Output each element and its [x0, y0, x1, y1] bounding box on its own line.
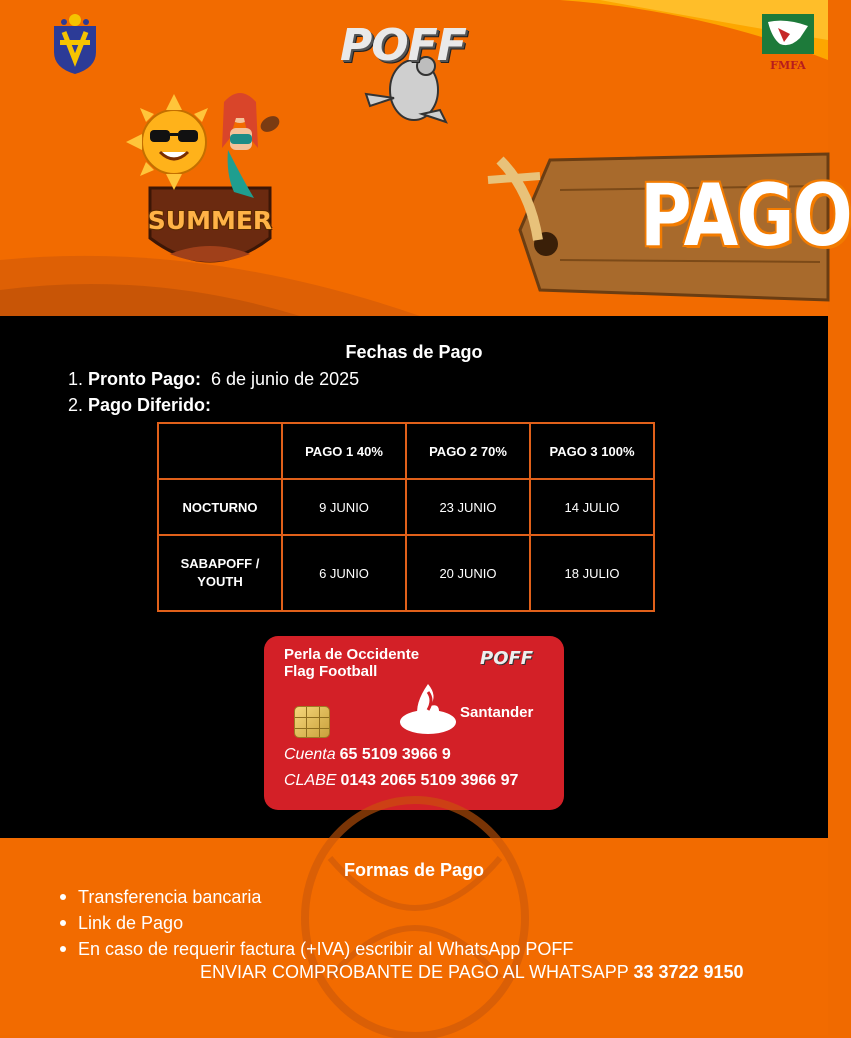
- list-item: Link de Pago: [58, 910, 573, 936]
- row-label-text: SABAPOFF / YOUTH: [180, 556, 260, 589]
- header-banner: [0, 0, 851, 316]
- crest-icon: [50, 12, 100, 76]
- table-header-cell: PAGO 2 70%: [406, 423, 530, 479]
- whatsapp-phone-number: 33 3722 9150: [633, 962, 744, 982]
- bank-name: Santander: [460, 704, 534, 721]
- payment-schedule-table: [157, 422, 655, 612]
- payment-methods-section: [0, 838, 828, 1035]
- team-crest-logo: [50, 12, 100, 76]
- table-header-cell: PAGO 1 40%: [282, 423, 406, 479]
- summer-badge-label: SUMMER: [147, 206, 273, 235]
- poff-logo: [336, 18, 486, 128]
- send-receipt-note: [200, 962, 744, 983]
- fmfa-logo: [760, 12, 816, 72]
- table-cell: 6 JUNIO: [282, 535, 406, 611]
- table-cell: 9 JUNIO: [282, 479, 406, 535]
- poff-logo-text: POFF: [340, 20, 466, 71]
- list-item: En caso de requerir factura (+IVA) escribir al WhatsApp POFF: [58, 936, 573, 962]
- table-row: [158, 479, 654, 535]
- account-number: 65 5109 3966 9: [339, 746, 451, 763]
- payment-dates-section: [0, 316, 828, 838]
- table-cell: 14 JULIO: [530, 479, 654, 535]
- summer-mascot-icon: [130, 88, 290, 278]
- table-row: [158, 535, 654, 611]
- federation-emblem-icon: [760, 12, 816, 58]
- pago-wood-sign: [480, 150, 851, 310]
- fmfa-label: FMFA: [770, 59, 806, 72]
- payment-methods-list: [58, 884, 573, 962]
- pago-title: PAGO: [640, 166, 851, 266]
- list-item: Transferencia bancaria: [58, 884, 573, 910]
- table-header-cell: [158, 423, 282, 479]
- payment-dates-title: Fechas de Pago: [345, 342, 483, 362]
- card-poff-logo: POFF: [480, 648, 534, 669]
- table-cell: 18 JULIO: [530, 535, 654, 611]
- send-receipt-text: ENVIAR COMPROBANTE DE PAGO AL WHATSAPP: [200, 962, 629, 982]
- list-number: 1.: [68, 369, 84, 389]
- holder-line-2: Flag Football: [284, 663, 378, 680]
- payment-methods-title: Formas de Pago: [343, 860, 485, 880]
- table-cell: 23 JUNIO: [406, 479, 530, 535]
- table-header-cell: PAGO 3 100%: [530, 423, 654, 479]
- account-holder: [284, 646, 464, 680]
- table-cell: 20 JUNIO: [406, 535, 530, 611]
- list-item: [68, 392, 359, 418]
- payment-dates-list: [68, 366, 359, 418]
- card-chip-icon: [294, 706, 330, 738]
- table-row-label: NOCTURNO: [158, 479, 282, 535]
- table-row-label: [158, 535, 282, 611]
- list-item: [68, 366, 359, 392]
- clabe-number: 0143 2065 5109 3966 97: [340, 772, 519, 789]
- list-label: Pronto Pago:: [88, 369, 201, 389]
- summer-badge: [130, 88, 290, 278]
- bank-account-card: [264, 636, 564, 810]
- list-label: Pago Diferido:: [88, 395, 212, 415]
- account-label: Cuenta: [284, 746, 336, 763]
- clabe-label: CLABE: [284, 772, 337, 789]
- holder-line-1: Perla de Occidente: [284, 646, 420, 663]
- table-header-row: [158, 423, 654, 479]
- clabe-line: [284, 772, 518, 790]
- list-number: 2.: [68, 395, 84, 415]
- list-value: 6 de junio de 2025: [211, 369, 360, 389]
- santander-flame-icon: [398, 682, 458, 736]
- account-number-line: [284, 746, 451, 764]
